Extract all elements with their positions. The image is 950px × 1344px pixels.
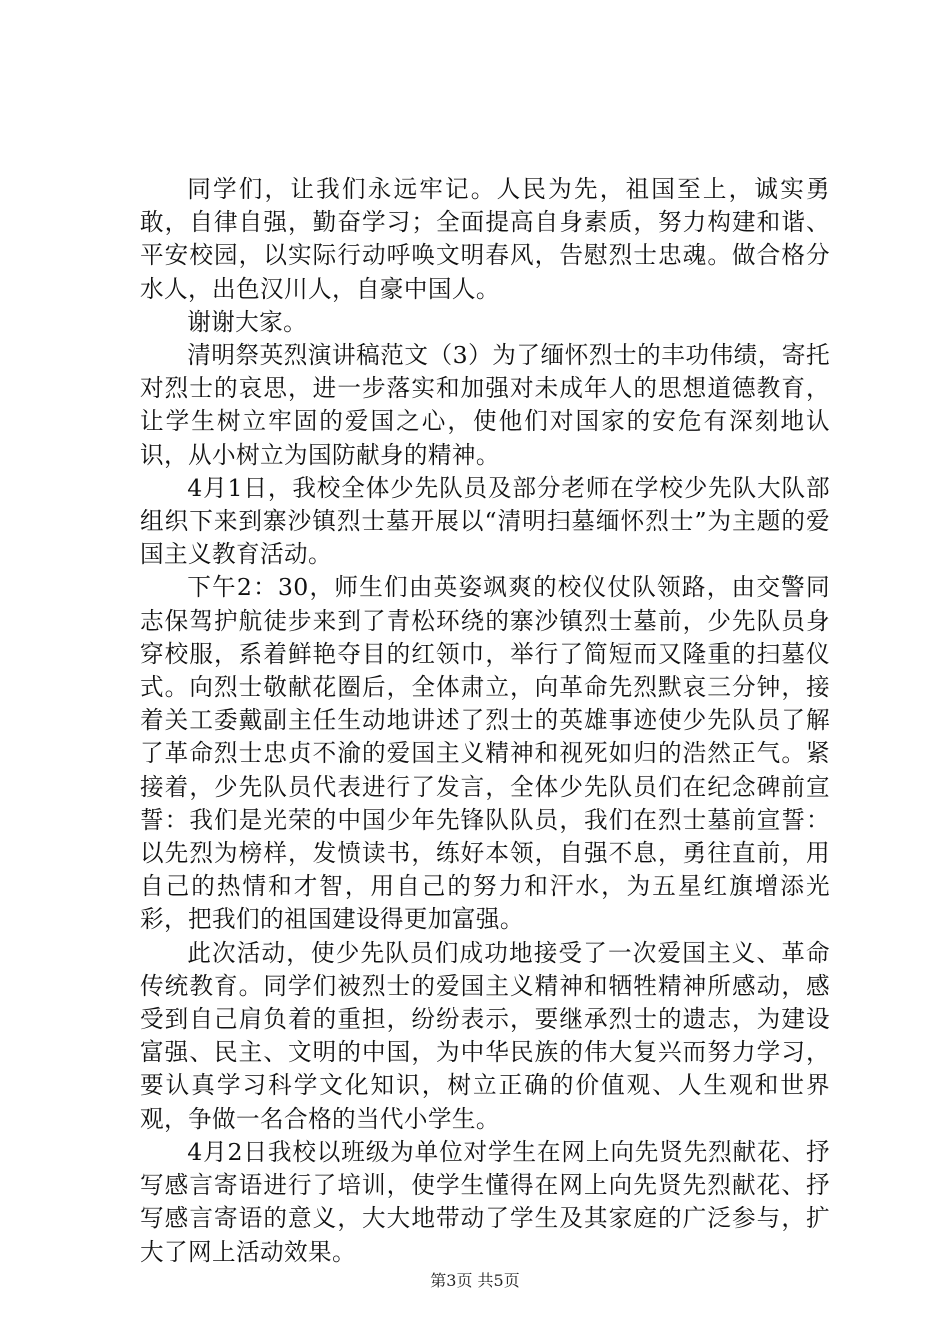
paragraph-afternoon-ceremony: 下午2：30，师生们由英姿飒爽的校仪仗队领路，由交警同志保驾护航徒步来到了青松环绕的寨沙镇烈士墓前，少先队员身穿校服，系着鲜艳夺目的红领巾，举行了简短而又隆重的扫墓仪式。向烈士敬献花圈后，全体肃立，向革命先烈默哀三分钟，接着关工委戴副主任生动地讲述了烈士的英雄事迹使少先队员了解了革命烈士忠贞不渝的爱国主义精神和视死如归的浩然正气。紧接着，少先队员代表进行了发言，全体少先队员们在纪念碑前宣誓：我们是光荣的中国少年先锋队队员，我们在烈士墓前宣誓：以先烈为榜样，发愤读书，练好本领，自强不息，勇往直前，用自己的热情和才智，用自己的努力和汗水，为五星红旗增添光彩，把我们的祖国建设得更加富强。 bbox=[140, 573, 830, 934]
page-number-footer: 第3页 共5页 bbox=[430, 1271, 520, 1290]
paragraph-april-2-training: 4月2日我校以班级为单位对学生在网上向先贤先烈献花、抒写感言寄语进行了培训，使学生懂得在网上向先贤先烈献花、抒写感言寄语的意义，大大地带动了学生及其家庭的广泛参与，扩大了网上活动效果。 bbox=[140, 1137, 830, 1266]
paragraph-closing-appeal: 同学们，让我们永远牢记。人民为先，祖国至上，诚实勇敢，自律自强，勤奋学习；全面提高自身素质，努力构建和谐、平安校园，以实际行动呼唤文明春风，告慰烈士忠魂。做合格分水人，出色汉川人，自豪中国人。 bbox=[140, 175, 830, 303]
paragraph-speech-3-intro: 清明祭英烈演讲稿范文（3）为了缅怀烈士的丰功伟绩，寄托对烈士的哀思，进一步落实和加强对未成年人的思想道德教育，让学生树立牢固的爱国之心，使他们对国家的安危有深刻地认识，从小树立为国防献身的精神。 bbox=[140, 341, 830, 469]
paragraph-april-1-activity: 4月1日，我校全体少先队员及部分老师在学校少先队大队部组织下来到寨沙镇烈士墓开展以“清明扫墓缅怀烈士”为主题的爱国主义教育活动。 bbox=[140, 473, 830, 569]
paragraph-activity-outcome: 此次活动，使少先队员们成功地接受了一次爱国主义、革命传统教育。同学们被烈士的爱国主义精神和牺牲精神所感动，感受到自己肩负着的重担，纷纷表示，要继承烈士的遗志，为建设富强、民主、文明的中国，为中华民族的伟大复兴而努力学习，要认真学习科学文化知识，树立正确的价值观、人生观和世界观，争做一名合格的当代小学生。 bbox=[140, 938, 830, 1133]
document-body bbox=[140, 173, 830, 1269]
paragraph-thanks: 谢谢大家。 bbox=[187, 307, 308, 336]
